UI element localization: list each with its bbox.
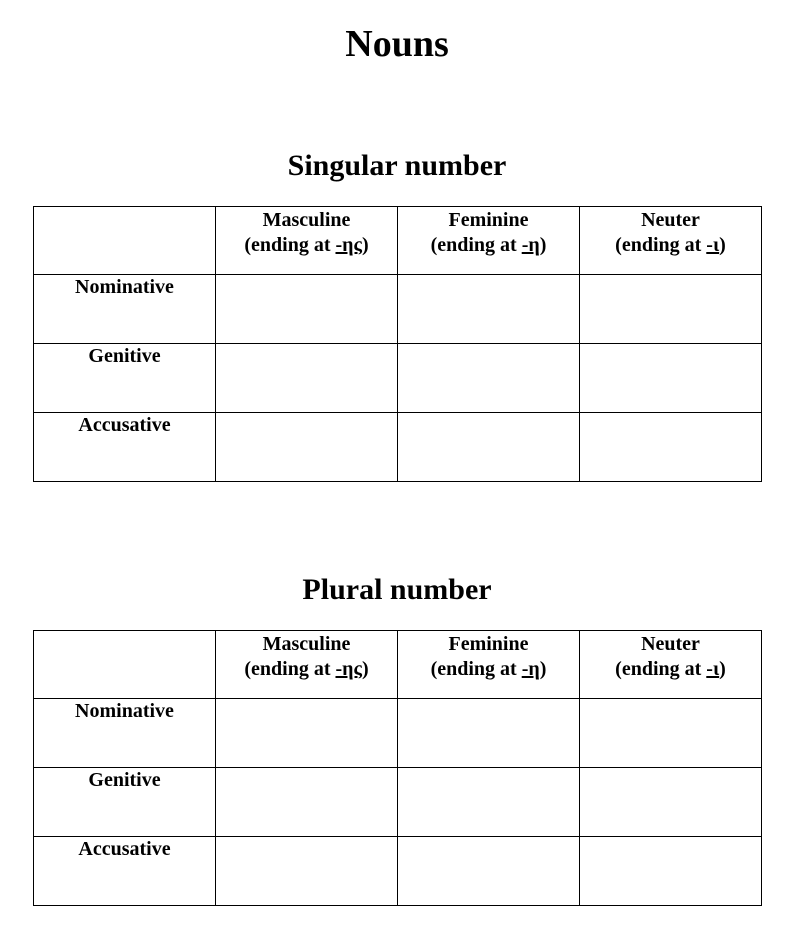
ending-suffix: -ι [706, 658, 720, 680]
answer-cell[interactable] [398, 837, 580, 906]
header-row [34, 631, 762, 699]
row-label-genitive: Genitive [34, 768, 216, 837]
column-ending: (ending at -ι) [615, 658, 726, 680]
section-title-singular: Singular number [287, 149, 507, 182]
ending-suffix: -ης [335, 234, 362, 256]
answer-cell[interactable] [216, 699, 398, 768]
ending-suffix: -ης [335, 658, 362, 680]
column-header-feminine [398, 207, 580, 275]
answer-cell[interactable] [398, 699, 580, 768]
answer-cell[interactable] [580, 413, 762, 482]
column-header-masculine [216, 631, 398, 699]
column-header-masculine [216, 207, 398, 275]
column-name: Feminine [448, 633, 529, 655]
section-title-plural: Plural number [302, 573, 492, 606]
column-header-feminine [398, 631, 580, 699]
ending-suffix: -ι [706, 234, 720, 256]
answer-cell[interactable] [580, 768, 762, 837]
column-name: Masculine [262, 209, 351, 231]
column-name: Neuter [641, 633, 700, 655]
header-row [34, 207, 762, 275]
answer-cell[interactable] [216, 275, 398, 344]
answer-cell[interactable] [580, 275, 762, 344]
corner-cell [34, 631, 216, 699]
table-row-genitive [34, 344, 762, 413]
column-name: Neuter [641, 209, 700, 231]
ending-suffix: -η [521, 658, 540, 680]
answer-cell[interactable] [580, 344, 762, 413]
row-label-accusative: Accusative [34, 837, 216, 906]
answer-cell[interactable] [216, 413, 398, 482]
answer-cell[interactable] [398, 344, 580, 413]
row-label-genitive: Genitive [34, 344, 216, 413]
column-ending: (ending at -ης) [244, 658, 369, 680]
answer-cell[interactable] [580, 699, 762, 768]
answer-cell[interactable] [580, 837, 762, 906]
table-row-genitive [34, 768, 762, 837]
page-title: Nouns [345, 23, 449, 65]
column-name: Masculine [262, 633, 351, 655]
plural-table [33, 630, 762, 906]
singular-table [33, 206, 762, 482]
table-row-accusative [34, 413, 762, 482]
table-row-accusative [34, 837, 762, 906]
ending-suffix: -η [521, 234, 540, 256]
answer-cell[interactable] [216, 837, 398, 906]
answer-cell[interactable] [216, 768, 398, 837]
column-ending: (ending at -ι) [615, 234, 726, 256]
answer-cell[interactable] [398, 413, 580, 482]
column-ending: (ending at -η) [430, 234, 547, 256]
table-row-nominative [34, 275, 762, 344]
column-ending: (ending at -η) [430, 658, 547, 680]
row-label-accusative: Accusative [34, 413, 216, 482]
column-header-neuter [580, 631, 762, 699]
answer-cell[interactable] [216, 344, 398, 413]
table-row-nominative [34, 699, 762, 768]
answer-cell[interactable] [398, 275, 580, 344]
column-ending: (ending at -ης) [244, 234, 369, 256]
row-label-nominative: Nominative [34, 699, 216, 768]
corner-cell [34, 207, 216, 275]
column-name: Feminine [448, 209, 529, 231]
answer-cell[interactable] [398, 768, 580, 837]
column-header-neuter [580, 207, 762, 275]
row-label-nominative: Nominative [34, 275, 216, 344]
